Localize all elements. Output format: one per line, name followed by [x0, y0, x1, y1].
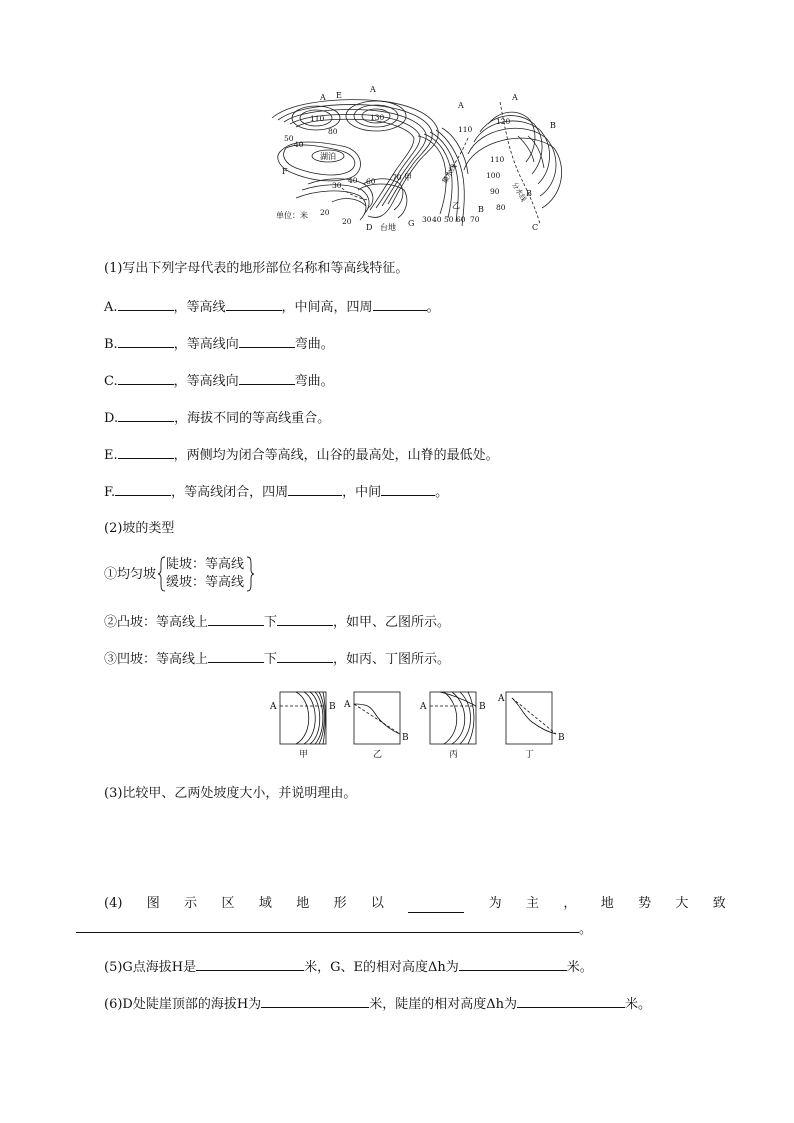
q4-line-2: 。 [76, 920, 592, 939]
map-letter-a3: A [458, 101, 464, 110]
map-feature-plateau: 台地 [380, 223, 396, 232]
answer-blank[interactable] [408, 900, 464, 913]
q1-line-c: C. ，等高线向 弯曲。 [104, 374, 334, 389]
q2-convex: ②凸坡：等高线上 下 ，如甲、乙图所示。 [104, 615, 451, 630]
map-elev: 60 [456, 215, 466, 224]
answer-blank[interactable] [208, 613, 264, 626]
map-elev: 70 [392, 173, 402, 182]
brace-left [158, 556, 166, 592]
map-letter-f: F [282, 167, 288, 176]
q2-gentle: 缓坡：等高线 [166, 575, 245, 590]
map-letter-a1: A [320, 93, 326, 102]
q3-text: (3)比较甲、乙两处坡度大小，并说明理由。 [104, 786, 357, 801]
map-letter-g: G [408, 219, 415, 228]
diagram-jia-caption: 甲 [299, 750, 309, 760]
answer-blank[interactable] [373, 298, 427, 311]
map-elev: 80 [328, 127, 338, 136]
diagram-yi-caption: 乙 [373, 750, 383, 760]
q6-line: (6)D处陡崖顶部的海拔H为 米，陡崖的相对高度Δh为 米。 [104, 997, 651, 1012]
diagram-yi-a: A [344, 700, 351, 710]
q2-heading: (2)坡的类型 [104, 521, 175, 536]
map-elev: 20 [342, 217, 352, 226]
map-elev: 50 [284, 134, 294, 143]
slope-diagrams [268, 690, 578, 762]
map-elev: 30 [332, 181, 342, 190]
answer-blank[interactable] [118, 298, 174, 311]
q2-steep: 陡坡：等高线 [166, 557, 245, 572]
map-feature-lake: 湖泊 [320, 152, 336, 161]
answer-blank[interactable] [517, 995, 625, 1008]
map-elev: 50 [444, 215, 454, 224]
q1-line-b: B. ，等高线向 弯曲。 [104, 337, 334, 352]
q1-line-a: A. ，等高线 ，中间高，四周 。 [104, 300, 440, 315]
answer-blank[interactable] [208, 650, 264, 663]
map-letter-b2: B [478, 205, 484, 214]
map-letter-a2: A [370, 85, 376, 94]
answer-blank[interactable] [239, 372, 295, 385]
map-elev: 70 [470, 215, 480, 224]
map-letter-b3: B [526, 189, 532, 198]
map-feature-valley-line: 集水线 [440, 162, 459, 185]
map-letter-b1: B [550, 121, 556, 130]
map-elev: 60 [366, 177, 376, 186]
answer-blank[interactable] [76, 920, 579, 933]
q4-line: (4) 图 示 区 域 地 形 以 为 主 ， 地 势 大 致 [104, 896, 726, 911]
map-elev: 30 [422, 215, 432, 224]
q1-line-e: E. ，两侧均为闭合等高线，山谷的最高处，山脊的最低处。 [104, 448, 499, 463]
q2-uniform-label: ①均匀坡 [104, 567, 157, 582]
map-feature-ridge-line: 分水线 [510, 181, 528, 204]
answer-blank[interactable] [277, 650, 333, 663]
map-elev: 80 [496, 203, 506, 212]
answer-blank[interactable] [288, 483, 342, 496]
answer-blank[interactable] [118, 446, 174, 459]
map-elev: 110 [310, 114, 325, 123]
map-unit-label: 单位：米 [276, 211, 308, 220]
diagram-jia-a: A [270, 702, 277, 712]
diagram-ding-caption: 丁 [525, 750, 535, 760]
q1-line-d: D. ，海拔不同的等高线重合。 [104, 411, 331, 426]
answer-blank[interactable] [261, 995, 369, 1008]
diagram-ding-b: B [558, 733, 565, 743]
q2-concave: ③凹坡：等高线上 下 ，如丙、丁图所示。 [104, 652, 451, 667]
brace-right [246, 556, 254, 592]
map-letter-e: E [336, 91, 342, 100]
map-letter-d: D [366, 223, 373, 232]
map-elev: 90 [490, 187, 500, 196]
map-feature-jia: 甲 [404, 173, 412, 182]
map-elev: 20 [320, 208, 330, 217]
diagram-bing-b: B [479, 702, 486, 712]
map-elev: 120 [496, 117, 511, 126]
diagram-bing-a: A [420, 702, 427, 712]
map-elev: 100 [486, 171, 501, 180]
answer-blank[interactable] [196, 958, 304, 971]
map-letter-a4: A [512, 93, 518, 102]
answer-blank[interactable] [115, 483, 171, 496]
map-elev: 110 [490, 155, 505, 164]
map-elev: 40 [294, 140, 304, 149]
map-elev: 40 [432, 215, 442, 224]
diagram-yi-b: B [402, 733, 409, 743]
diagram-jia-b: B [329, 702, 336, 712]
map-elev: 40 [348, 176, 358, 185]
q1-line-f: F. ，等高线闭合，四周 ，中间 。 [104, 485, 449, 500]
answer-blank[interactable] [459, 958, 567, 971]
q5-line: (5)G点海拔H是 米，G、E的相对高度Δh为 米。 [104, 960, 593, 975]
q1-heading: (1)写出下列字母代表的地形部位名称和等高线特征。 [104, 261, 409, 276]
map-elev: 110 [458, 125, 473, 134]
contour-map [268, 80, 568, 235]
answer-blank[interactable] [118, 372, 174, 385]
diagram-bing-caption: 丙 [449, 750, 459, 760]
map-elev: 130 [370, 113, 385, 122]
answer-blank[interactable] [226, 298, 282, 311]
answer-blank[interactable] [118, 409, 174, 422]
map-feature-yi: 乙 [452, 201, 460, 210]
answer-blank[interactable] [277, 613, 333, 626]
answer-blank[interactable] [239, 335, 295, 348]
diagram-ding-a: A [498, 694, 505, 704]
answer-blank[interactable] [118, 335, 174, 348]
map-letter-c: C [532, 223, 539, 232]
answer-blank[interactable] [381, 483, 435, 496]
